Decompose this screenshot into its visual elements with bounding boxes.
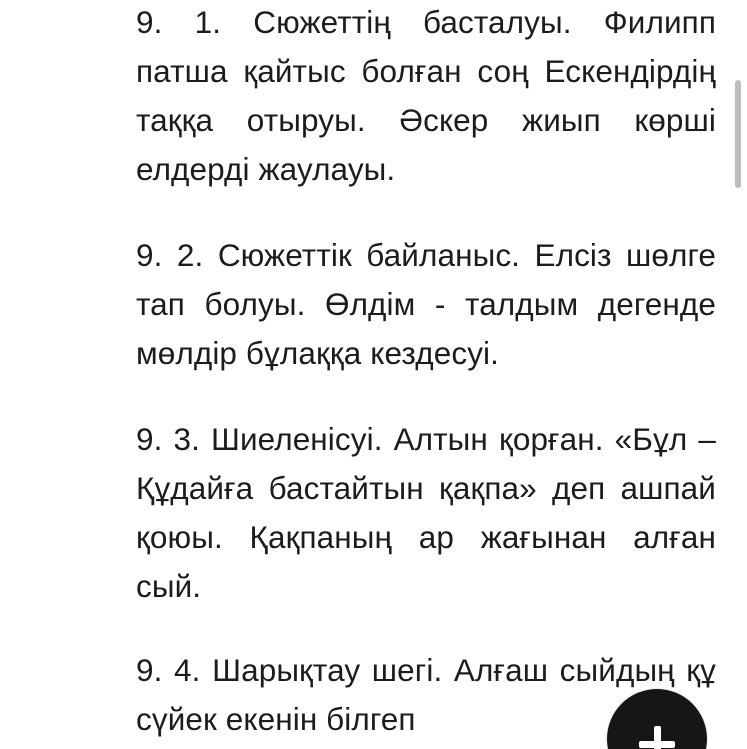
plus-icon-vertical	[654, 726, 661, 749]
paragraph-plot-climax: 9. 4. Шарықтау шегі. Алғаш сыйдың құ сүйек екенін білгеп	[136, 652, 716, 737]
paragraph-plot-complication: 9. 3. Шиеленісуі. Алтын қорған. «Бұл – Құдайға бастайтын қақпа» деп ашпай қоюы. Қақпаның ар жағынан алған сый.	[136, 421, 716, 604]
paragraph-plot-connection: 9. 2. Сюжеттік байланыс. Елсіз шөлге тап болуы. Өлдім - талдым дегенде мөлдір бұлаққа кездесуі.	[136, 237, 716, 371]
paragraph-plot-beginning: 9. 1. Сюжеттің басталуы. Филипп патша қайтыс болған соң Ескендірдің таққа отыруы. Әскер жиып көрші елдерді жаулауы.	[136, 4, 716, 187]
scrollbar-thumb[interactable]	[735, 80, 741, 188]
